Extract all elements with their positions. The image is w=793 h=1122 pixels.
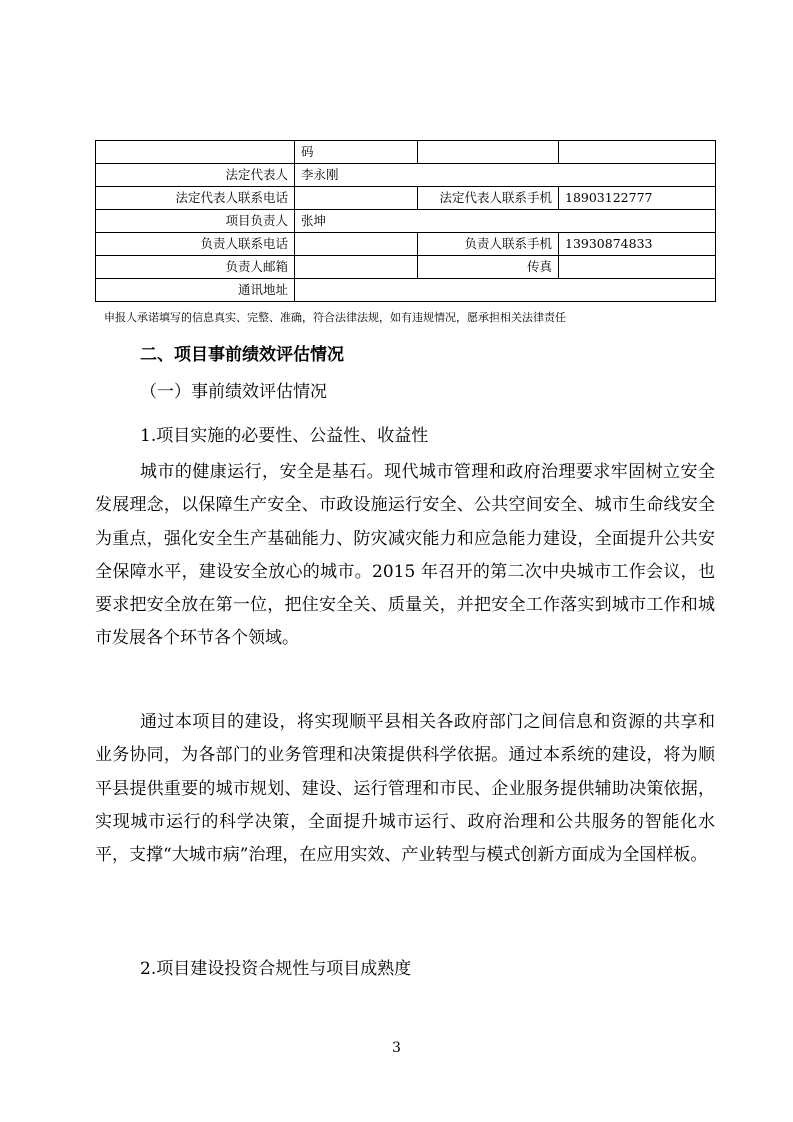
- table-row: [96, 256, 716, 279]
- item1-title: 1.项目实施的必要性、公益性、收益性: [140, 426, 429, 446]
- lead-mobile-label: 负责人联系手机: [418, 233, 559, 256]
- legal-rep-mobile-label: 法定代表人联系手机: [418, 187, 559, 210]
- page-number: 3: [392, 1040, 401, 1056]
- table-row: [96, 233, 716, 256]
- legal-rep-phone-value: [295, 187, 418, 210]
- address-value: [295, 279, 716, 302]
- lead-phone-value: [295, 233, 418, 256]
- fax-value: [559, 256, 716, 279]
- paragraph-1: 城市的健康运行，安全是基石。现代城市管理和政府治理要求牢固树立安全发展理念，以保障生产安全、市政设施运行安全、公共空间安全、城市生命线安全为重点，强化安全生产基础能力、防灾减灾能力和应急能力建设，全面提升公共安全保障水平，建设安全放心的城市。2015 年召开的第二次中央城市工作会议，也要求把安全放在第一位，把住安全关、质量关，并把安全工作落实到城市工作和城市发展各个环节各个领域。: [95, 462, 715, 649]
- subsection-title: （一）事前绩效评估情况: [140, 382, 327, 402]
- legal-rep-value: 李永刚: [295, 164, 716, 187]
- table-row: [96, 279, 716, 302]
- applicant-commitment-note: 申报人承诺填写的信息真实、完整、准确，符合法律法规，如有违规情况，愿承担相关法律责任: [104, 311, 566, 324]
- table-cell: [418, 141, 559, 164]
- lead-phone-label: 负责人联系电话: [96, 233, 295, 256]
- fax-label: 传真: [418, 256, 559, 279]
- project-lead-label: 项目负责人: [96, 210, 295, 233]
- table-row: [96, 210, 716, 233]
- legal-rep-label: 法定代表人: [96, 164, 295, 187]
- section-title: 二、项目事前绩效评估情况: [140, 345, 344, 365]
- project-lead-value: 张坤: [295, 210, 716, 233]
- item2-title: 2.项目建设投资合规性与项目成熟度: [140, 959, 412, 979]
- table-cell: [96, 141, 295, 164]
- lead-mobile-value: 13930874833: [559, 233, 716, 256]
- legal-rep-mobile-value: 18903122777: [559, 187, 716, 210]
- table-cell: 码: [295, 141, 418, 164]
- lead-email-label: 负责人邮箱: [96, 256, 295, 279]
- address-label: 通讯地址: [96, 279, 295, 302]
- table-row: [96, 187, 716, 210]
- lead-email-value: [295, 256, 418, 279]
- paragraph-2: 通过本项目的建设，将实现顺平县相关各政府部门之间信息和资源的共享和业务协同，为各部门的业务管理和决策提供科学依据。通过本系统的建设，将为顺平县提供重要的城市规划、建设、运行管理和市民、企业服务提供辅助决策依据，实现城市运行的科学决策，全面提升城市运行、政府治理和公共服务的智能化水平，支撑“大城市病”治理，在应用实效、产业转型与模式创新方面成为全国样板。: [95, 712, 715, 866]
- table-row: [96, 141, 716, 164]
- table-row: [96, 164, 716, 187]
- applicant-info-table: [95, 140, 716, 302]
- table-cell: [559, 141, 716, 164]
- legal-rep-phone-label: 法定代表人联系电话: [96, 187, 295, 210]
